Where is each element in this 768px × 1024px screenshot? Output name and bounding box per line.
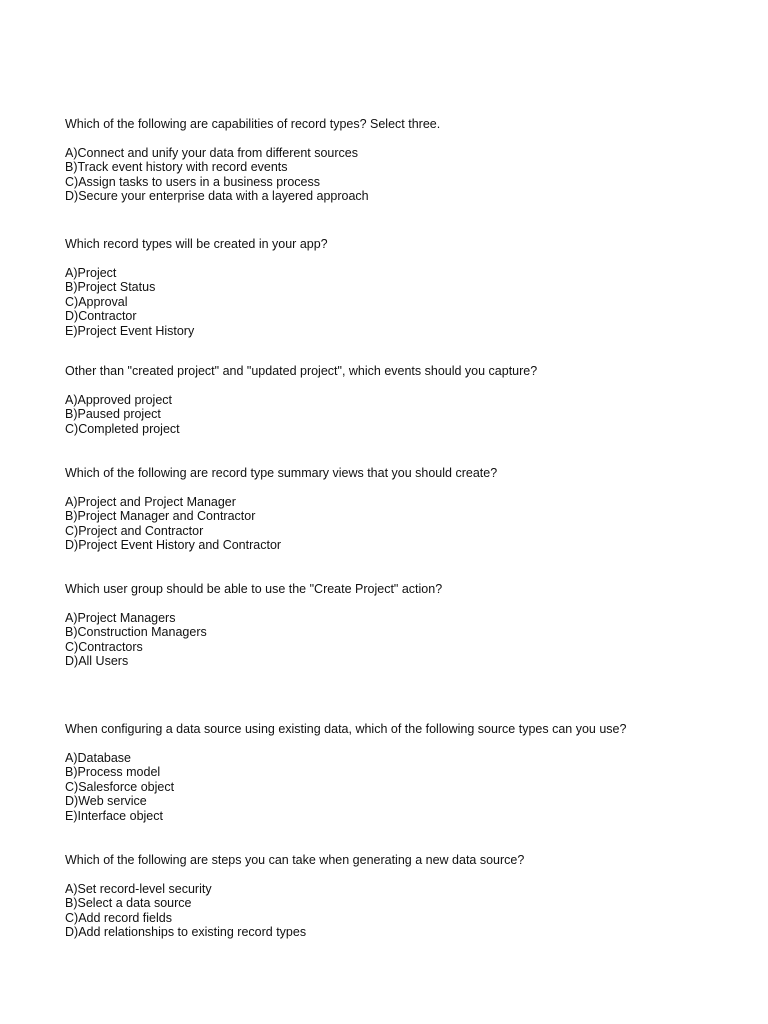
- answer-option: C)Completed project: [65, 421, 180, 436]
- answer-option: D)Secure your enterprise data with a layered approach: [65, 189, 369, 203]
- answer-option: B)Paused project: [65, 407, 161, 421]
- answer-option: B)Track event history with record events: [65, 160, 288, 174]
- question-block: [65, 466, 745, 553]
- answer-option: C)Assign tasks to users in a business process: [65, 174, 320, 189]
- answer-option: E)Project Event History: [65, 323, 195, 338]
- question-text: Which of the following are capabilities of record types? Select three.: [65, 117, 441, 131]
- question-text: Which of the following are record type summary views that you should create?: [65, 466, 498, 480]
- question-block: [65, 237, 745, 338]
- question-text: When configuring a data source using existing data, which of the following source types can you use?: [65, 722, 627, 736]
- answer-option: D)Project Event History and Contractor: [65, 538, 282, 552]
- option-list: [65, 393, 745, 437]
- question-block: [65, 117, 745, 204]
- answer-option: A)Project Managers: [65, 610, 176, 625]
- question-text: Which of the following are steps you can take when generating a new data source?: [65, 853, 525, 867]
- question-block: [65, 722, 745, 823]
- option-list: [65, 751, 745, 824]
- answer-option: A)Connect and unify your data from different sources: [65, 145, 358, 160]
- answer-option: A)Project: [65, 265, 117, 280]
- answer-option: D)All Users: [65, 654, 129, 668]
- answer-option: C)Add record fields: [65, 910, 172, 925]
- option-list: [65, 611, 745, 669]
- question-text: Which user group should be able to use the "Create Project" action?: [65, 582, 443, 596]
- question-block: [65, 853, 745, 940]
- answer-option: B)Process model: [65, 765, 161, 779]
- answer-option: D)Web service: [65, 794, 147, 808]
- answer-option: C)Approval: [65, 294, 128, 309]
- question-block: [65, 364, 745, 436]
- question-text: Which record types will be created in your app?: [65, 237, 328, 251]
- answer-option: B)Select a data source: [65, 896, 192, 910]
- answer-option: C)Salesforce object: [65, 779, 175, 794]
- answer-option: B)Project Status: [65, 280, 156, 294]
- answer-option: A)Set record-level security: [65, 881, 212, 896]
- option-list: [65, 146, 745, 204]
- answer-option: C)Contractors: [65, 639, 143, 654]
- answer-option: B)Project Manager and Contractor: [65, 509, 256, 523]
- answer-option: A)Database: [65, 750, 132, 765]
- answer-option: D)Contractor: [65, 309, 137, 323]
- answer-option: D)Add relationships to existing record types: [65, 925, 307, 939]
- answer-option: E)Interface object: [65, 808, 163, 823]
- option-list: [65, 495, 745, 553]
- option-list: [65, 882, 745, 940]
- answer-option: B)Construction Managers: [65, 625, 207, 639]
- answer-option: A)Approved project: [65, 392, 173, 407]
- question-block: [65, 582, 745, 669]
- question-text: Other than "created project" and "updated project", which events should you capture?: [65, 364, 538, 378]
- answer-option: A)Project and Project Manager: [65, 494, 236, 509]
- option-list: [65, 266, 745, 339]
- answer-option: C)Project and Contractor: [65, 523, 204, 538]
